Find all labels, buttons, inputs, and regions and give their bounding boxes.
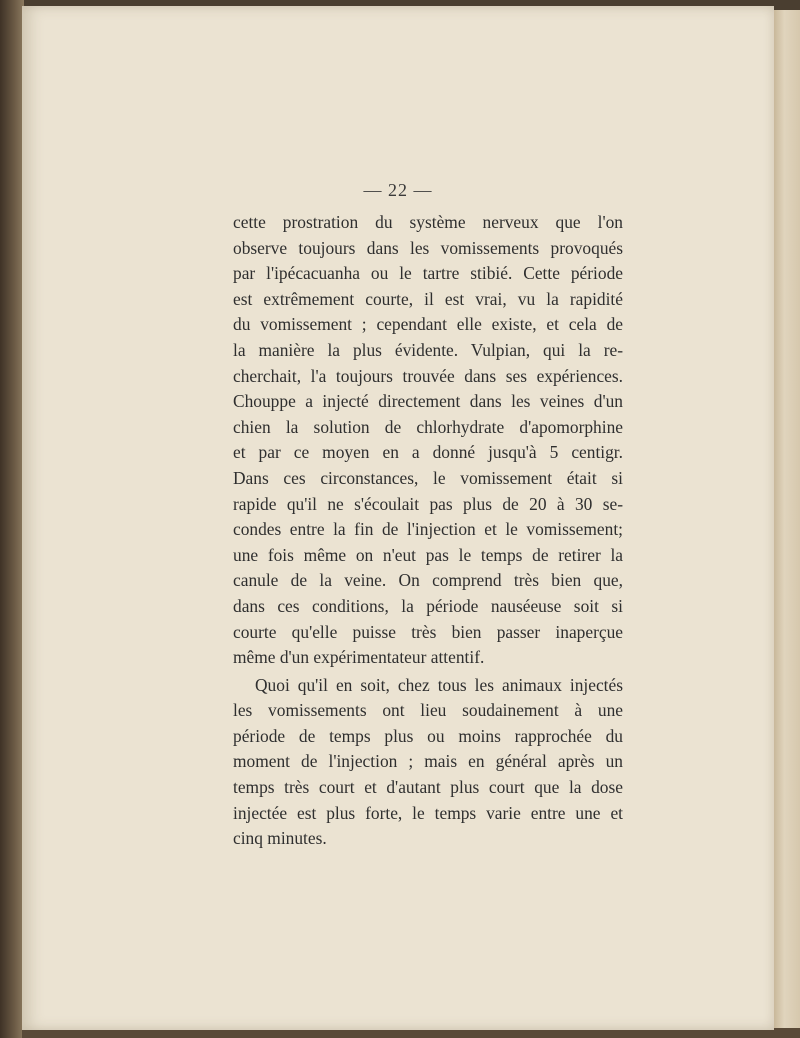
text-line: temps très court et d'autant plus court que la dose [233, 777, 623, 798]
text-line: moment de l'injection ; mais en général après un [233, 751, 623, 772]
text-line: dans ces conditions, la période nauséeuse soit si [233, 595, 623, 616]
text-line: est extrêmement courte, il est vrai, vu la rapidité [233, 288, 623, 309]
text-line: cherchait, l'a toujours trouvée dans ses expériences. [233, 365, 623, 386]
paragraph-2 [233, 673, 623, 852]
text-line: observe toujours dans les vomissements provoqués [233, 237, 623, 258]
text-line: cinq minutes. [233, 828, 327, 849]
text-line: Quoi qu'il en soit, chez tous les animaux injectés [255, 674, 623, 695]
page-stack-edge [774, 10, 800, 1030]
text-line: canule de la veine. On comprend très bien que, [233, 570, 623, 591]
text-line: injectée est plus forte, le temps varie entre une et [233, 802, 623, 823]
text-line: même d'un expérimentateur attentif. [233, 647, 485, 668]
text-line: une fois même on n'eut pas le temps de retirer la [233, 544, 623, 565]
text-line: du vomissement ; cependant elle existe, et cela de [233, 314, 623, 335]
text-line: rapide qu'il ne s'écoulait pas plus de 20 à 30 se- [233, 493, 623, 514]
text-line: Chouppe a injecté directement dans les veines d'un [233, 391, 623, 412]
text-line: Dans ces circonstances, le vomissement était si [233, 467, 623, 488]
text-line: la manière la plus évidente. Vulpian, qui la re- [233, 339, 623, 360]
paragraph-1 [233, 210, 623, 671]
text-line: les vomissements ont lieu soudainement à une [233, 700, 623, 721]
text-line: et par ce moyen en a donné jusqu'à 5 centigr. [233, 442, 623, 463]
text-line: chien la solution de chlorhydrate d'apomorphine [233, 416, 623, 437]
page-number: — 22 — [363, 180, 433, 200]
text-line: condes entre la fin de l'injection et le vomissement; [233, 519, 623, 540]
text-line: par l'ipécacuanha ou le tartre stibié. Cette période [233, 263, 623, 284]
text-line: cette prostration du système nerveux que l'on [233, 212, 623, 232]
book-spine [0, 0, 24, 1038]
page-text [233, 210, 623, 852]
text-line: courte qu'elle puisse très bien passer inaperçue [233, 621, 623, 642]
text-line: période de temps plus ou moins rapprochée du [233, 725, 623, 746]
